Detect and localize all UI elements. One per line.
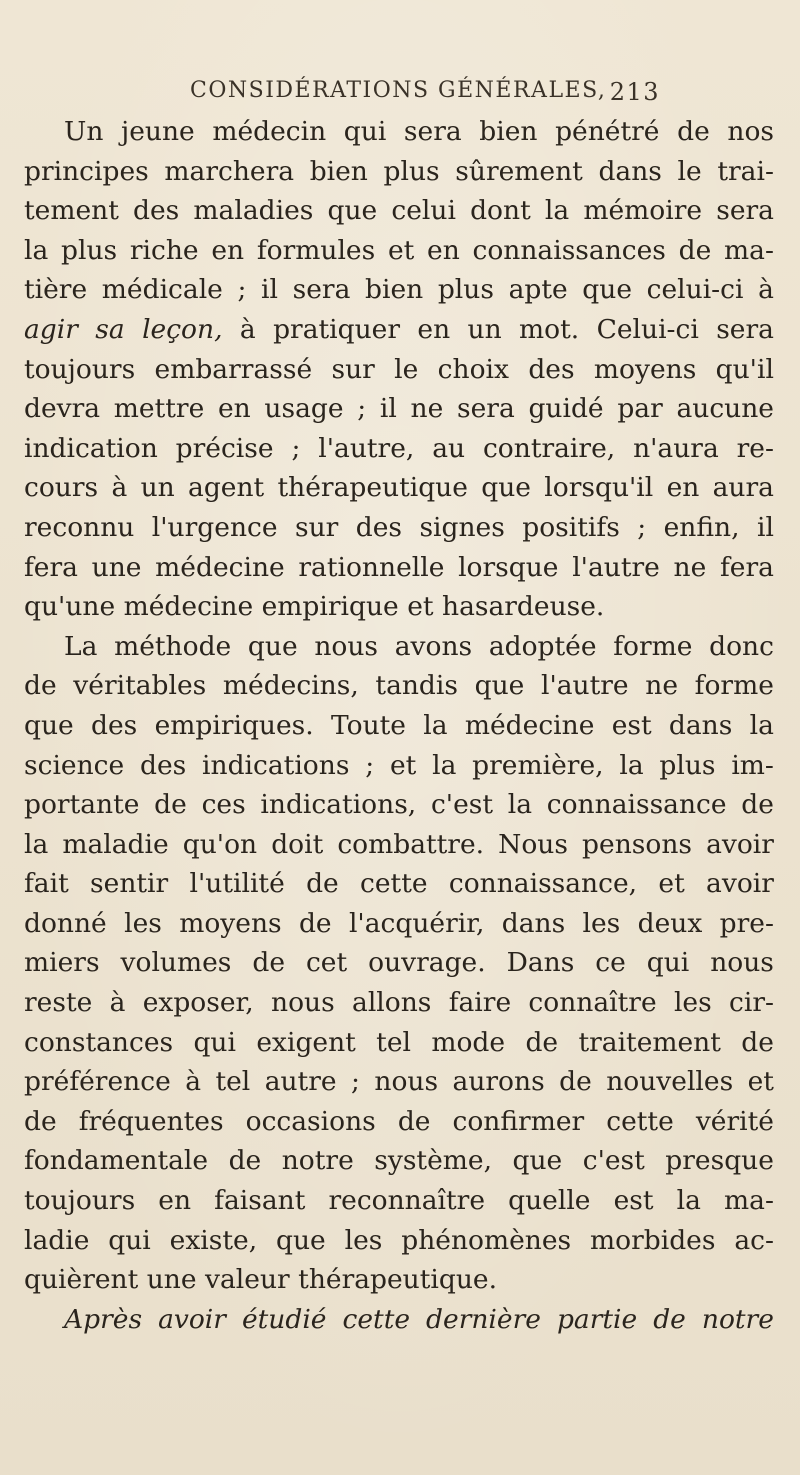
text-line bbox=[24, 785, 774, 825]
word: qui bbox=[646, 947, 690, 979]
word: forme bbox=[613, 630, 693, 662]
word: occasions bbox=[245, 1105, 376, 1137]
word: que bbox=[24, 709, 74, 741]
word: l'autre, bbox=[318, 432, 415, 464]
word: positifs bbox=[522, 511, 620, 543]
word: adoptée bbox=[488, 630, 597, 662]
word: marchera bbox=[164, 155, 295, 187]
word: sûrement bbox=[455, 155, 583, 187]
word: sera bbox=[716, 195, 774, 227]
word: de bbox=[741, 789, 774, 821]
text-line bbox=[24, 1141, 774, 1181]
word: reste bbox=[24, 987, 93, 1019]
word: valeur bbox=[205, 1264, 290, 1296]
word: c'est bbox=[582, 1145, 645, 1177]
word: médecine bbox=[123, 591, 254, 623]
word: de bbox=[741, 1026, 774, 1058]
word: tel bbox=[215, 1066, 251, 1098]
word: et bbox=[407, 591, 434, 623]
word: ; bbox=[291, 432, 301, 464]
text-line bbox=[24, 270, 774, 310]
word: c'est bbox=[430, 789, 494, 821]
text-line bbox=[24, 587, 774, 627]
word: mot. bbox=[519, 313, 580, 345]
word: à bbox=[185, 1066, 201, 1098]
word: im- bbox=[731, 749, 774, 781]
word: ma- bbox=[724, 1185, 774, 1217]
word: tière bbox=[24, 274, 88, 306]
word: riche bbox=[129, 234, 199, 266]
word: miers bbox=[24, 947, 100, 979]
text-line bbox=[24, 983, 774, 1023]
word: sera bbox=[716, 313, 774, 345]
word: l'urgence bbox=[151, 511, 278, 543]
word: préférence bbox=[24, 1066, 171, 1098]
word: ce bbox=[595, 947, 626, 979]
word: de bbox=[306, 868, 339, 900]
word: de bbox=[24, 670, 57, 702]
word: n'aura bbox=[633, 432, 719, 464]
word: et bbox=[389, 749, 417, 781]
word: que bbox=[582, 274, 633, 306]
word: lorsqu'il bbox=[544, 472, 654, 504]
word: confirmer bbox=[452, 1105, 585, 1137]
word: re- bbox=[736, 432, 774, 464]
word: ne bbox=[673, 551, 707, 583]
word: constances bbox=[24, 1026, 174, 1058]
word: les bbox=[124, 907, 162, 939]
word: pre- bbox=[719, 907, 774, 939]
word: exposer, bbox=[142, 987, 254, 1019]
word: connaître bbox=[528, 987, 657, 1019]
word: bien bbox=[365, 274, 424, 306]
word: ; bbox=[637, 511, 647, 543]
word: en bbox=[217, 393, 251, 425]
word: tandis bbox=[375, 670, 458, 702]
word: pratiquer bbox=[273, 313, 401, 345]
word: qu'il bbox=[715, 353, 774, 385]
word: en bbox=[158, 1185, 192, 1217]
word: deux bbox=[637, 907, 703, 939]
word: une bbox=[91, 551, 142, 583]
word: que bbox=[474, 670, 525, 702]
text-line bbox=[24, 429, 774, 469]
word: autre bbox=[264, 1066, 337, 1098]
word: mode bbox=[431, 1026, 506, 1058]
word: sa bbox=[95, 313, 125, 345]
word: moyens bbox=[593, 353, 697, 385]
word: système, bbox=[374, 1145, 493, 1177]
word: plus bbox=[437, 274, 494, 306]
word: ne bbox=[645, 670, 679, 702]
word: le bbox=[677, 155, 702, 187]
word: Toute bbox=[331, 709, 406, 741]
word: nous bbox=[271, 987, 335, 1019]
word: La bbox=[64, 630, 98, 662]
word: nouvelles bbox=[606, 1066, 734, 1098]
word: plus bbox=[61, 234, 118, 266]
word: science bbox=[24, 749, 125, 781]
word: de bbox=[525, 1026, 559, 1058]
word: allons bbox=[352, 987, 432, 1019]
word: cours bbox=[24, 472, 99, 504]
word: tel bbox=[376, 1026, 411, 1058]
word: sur bbox=[331, 353, 375, 385]
word: portante bbox=[24, 789, 140, 821]
word: plus bbox=[383, 155, 440, 187]
word: fondamentale bbox=[24, 1145, 209, 1177]
word: dans bbox=[668, 709, 733, 741]
word: les bbox=[582, 907, 621, 939]
word: cette bbox=[360, 868, 428, 900]
word: de bbox=[154, 789, 187, 821]
text-line bbox=[24, 112, 774, 152]
word: enfin, bbox=[663, 511, 740, 543]
word: Dans bbox=[506, 947, 575, 979]
word: celui-ci bbox=[646, 274, 744, 306]
word: il bbox=[261, 274, 278, 306]
word: ; bbox=[357, 393, 367, 425]
word: l'autre bbox=[540, 670, 629, 702]
word: cette bbox=[606, 1105, 674, 1137]
word: que bbox=[327, 195, 378, 227]
word: rationnelle bbox=[298, 551, 445, 583]
text-line bbox=[24, 350, 774, 390]
word: indication bbox=[24, 432, 158, 464]
word: ces bbox=[201, 789, 246, 821]
text-line bbox=[24, 706, 774, 746]
word: trai- bbox=[717, 155, 774, 187]
word: ; bbox=[351, 1066, 360, 1098]
word: maladie bbox=[62, 828, 169, 860]
word: dont bbox=[470, 195, 531, 227]
word: aura bbox=[712, 472, 774, 504]
word: plus bbox=[659, 749, 716, 781]
word: nous bbox=[374, 1066, 439, 1098]
word: les bbox=[673, 987, 712, 1019]
word: à bbox=[758, 274, 774, 306]
word: en bbox=[211, 234, 245, 266]
word: des bbox=[91, 709, 138, 741]
word: des bbox=[140, 749, 187, 781]
word: des bbox=[355, 511, 402, 543]
word: la bbox=[676, 1185, 701, 1217]
text-line bbox=[24, 1260, 774, 1300]
word: que bbox=[247, 630, 298, 662]
word: notre bbox=[701, 1303, 774, 1335]
word: Nous bbox=[498, 828, 568, 860]
word: toujours bbox=[24, 1185, 136, 1217]
word: à bbox=[109, 987, 126, 1019]
word: au bbox=[432, 432, 466, 464]
word: nos bbox=[727, 116, 774, 147]
word: reconnu bbox=[24, 511, 135, 543]
word: sera bbox=[292, 274, 351, 306]
word: lorsque bbox=[458, 551, 559, 583]
word: quièrent bbox=[24, 1264, 139, 1296]
word: de bbox=[559, 1066, 592, 1098]
word: thérapeutique. bbox=[298, 1264, 498, 1296]
word: en bbox=[417, 313, 451, 345]
word: dernière bbox=[426, 1303, 541, 1335]
word: morbides bbox=[590, 1224, 716, 1256]
word: phénomènes bbox=[401, 1224, 572, 1256]
word: l'autre bbox=[572, 551, 660, 583]
word: devra bbox=[24, 393, 101, 425]
word: avons bbox=[394, 630, 473, 662]
word: qui bbox=[108, 1224, 151, 1256]
word: cet bbox=[305, 947, 348, 979]
word: que bbox=[481, 472, 531, 504]
running-title: CONSIDÉRATIONS GÉNÉRALES, bbox=[190, 78, 607, 103]
text-line bbox=[24, 943, 774, 983]
word: que bbox=[512, 1145, 563, 1177]
word: de bbox=[228, 1145, 262, 1177]
word: mettre bbox=[113, 393, 205, 425]
word: la bbox=[507, 789, 533, 821]
word: thérapeutique bbox=[277, 472, 468, 504]
body-text bbox=[24, 112, 774, 1339]
word: la bbox=[544, 195, 570, 227]
word: qui bbox=[343, 116, 387, 147]
word: de bbox=[298, 907, 332, 939]
text-line bbox=[24, 1062, 774, 1102]
word: première, bbox=[472, 749, 604, 781]
word: forme bbox=[694, 670, 774, 702]
word: de bbox=[653, 1303, 686, 1335]
word: choix bbox=[437, 353, 509, 385]
word: par bbox=[617, 393, 663, 425]
text-line bbox=[24, 864, 774, 904]
text-line bbox=[24, 666, 774, 706]
word: nous bbox=[314, 630, 379, 662]
word: celui bbox=[391, 195, 456, 227]
word: l'utilité bbox=[189, 868, 285, 900]
text-line bbox=[24, 152, 774, 192]
text-line bbox=[24, 746, 774, 786]
word: apte bbox=[508, 274, 568, 306]
word: pénétré bbox=[555, 116, 660, 147]
word: fréquentes bbox=[78, 1105, 224, 1137]
word: et bbox=[387, 234, 415, 266]
word: traitement bbox=[578, 1026, 721, 1058]
word: ac- bbox=[734, 1224, 774, 1256]
word: leçon, bbox=[142, 313, 223, 345]
word: et bbox=[658, 868, 685, 900]
word: la bbox=[24, 234, 49, 266]
text-line bbox=[24, 1221, 774, 1261]
word: est bbox=[613, 1185, 654, 1217]
word: fait bbox=[24, 868, 69, 900]
word: est bbox=[611, 709, 652, 741]
word: des bbox=[528, 353, 575, 385]
word: aucune bbox=[676, 393, 774, 425]
text-line bbox=[24, 548, 774, 588]
word: formules bbox=[256, 234, 376, 266]
word: mémoire bbox=[583, 195, 703, 227]
word: ladie bbox=[24, 1224, 90, 1256]
word: médecins, bbox=[222, 670, 359, 702]
word: la bbox=[24, 828, 49, 860]
word: de bbox=[24, 1105, 57, 1137]
text-line bbox=[24, 508, 774, 548]
word: principes bbox=[24, 155, 149, 187]
word: quelle bbox=[508, 1185, 591, 1217]
word: sur bbox=[294, 511, 339, 543]
word: Un bbox=[64, 116, 104, 147]
word: à bbox=[111, 472, 128, 504]
word: et bbox=[747, 1066, 774, 1098]
text-line bbox=[24, 1102, 774, 1142]
word: cette bbox=[342, 1303, 411, 1335]
word: en bbox=[666, 472, 700, 504]
word: moyens bbox=[179, 907, 282, 939]
word: de bbox=[677, 116, 710, 147]
word: cir- bbox=[729, 987, 774, 1019]
word: médecin bbox=[212, 116, 327, 147]
word: volumes bbox=[120, 947, 232, 979]
word: aurons bbox=[452, 1066, 545, 1098]
word: ; bbox=[237, 274, 247, 306]
text-line bbox=[24, 1300, 774, 1340]
word: notre bbox=[281, 1145, 354, 1177]
word: le bbox=[394, 353, 419, 385]
word: précise bbox=[175, 432, 274, 464]
word: de bbox=[252, 947, 286, 979]
word: ; bbox=[365, 749, 375, 781]
text-line bbox=[24, 1181, 774, 1221]
word: jeune bbox=[121, 116, 195, 147]
word: la bbox=[423, 709, 448, 741]
text-line bbox=[24, 627, 774, 667]
word: connaissances bbox=[472, 234, 666, 266]
word: sera bbox=[457, 393, 515, 425]
word: qu'on bbox=[182, 828, 258, 860]
word: qu'une bbox=[24, 591, 116, 623]
word: de bbox=[397, 1105, 431, 1137]
page-number: 213 bbox=[609, 78, 660, 106]
word: guidé bbox=[528, 393, 604, 425]
word: existe, bbox=[169, 1224, 258, 1256]
word: empiriques. bbox=[154, 709, 314, 741]
word: toujours bbox=[24, 353, 136, 385]
text-line bbox=[24, 1023, 774, 1063]
word: avoir bbox=[706, 868, 774, 900]
word: ouvrage. bbox=[368, 947, 486, 979]
word: agent bbox=[188, 472, 265, 504]
word: pensons bbox=[582, 828, 692, 860]
word: Après bbox=[64, 1303, 143, 1335]
word: agir bbox=[24, 313, 78, 345]
word: dans bbox=[501, 907, 566, 939]
word: nous bbox=[710, 947, 774, 979]
text-line bbox=[24, 468, 774, 508]
word: partie bbox=[556, 1303, 638, 1335]
word: avoir bbox=[158, 1303, 226, 1335]
word: à bbox=[239, 313, 256, 345]
word: médicale bbox=[101, 274, 223, 306]
word: reconnaître bbox=[328, 1185, 486, 1217]
word: connaissance bbox=[546, 789, 727, 821]
text-line bbox=[24, 389, 774, 429]
word: exigent bbox=[256, 1026, 356, 1058]
word: la bbox=[619, 749, 644, 781]
word: une bbox=[146, 1264, 197, 1296]
word: signes bbox=[419, 511, 505, 543]
text-line bbox=[24, 825, 774, 865]
word: que bbox=[276, 1224, 326, 1256]
word: ne bbox=[410, 393, 444, 425]
text-line bbox=[24, 310, 774, 350]
word: les bbox=[344, 1224, 383, 1256]
word: embarrassé bbox=[154, 353, 313, 385]
word: combattre. bbox=[337, 828, 485, 860]
word: faire bbox=[448, 987, 512, 1019]
word: avoir bbox=[706, 828, 774, 860]
word: maladies bbox=[193, 195, 314, 227]
word: un bbox=[140, 472, 175, 504]
word: donné bbox=[24, 907, 107, 939]
word: indications, bbox=[260, 789, 417, 821]
word: contraire, bbox=[482, 432, 616, 464]
word: ma- bbox=[724, 234, 774, 266]
word: sentir bbox=[90, 868, 169, 900]
word: faisant bbox=[214, 1185, 306, 1217]
word: connaissance, bbox=[448, 868, 638, 900]
word: qui bbox=[193, 1026, 236, 1058]
word: la bbox=[749, 709, 774, 741]
word: fera bbox=[24, 551, 78, 583]
word: la bbox=[432, 749, 457, 781]
word: il bbox=[756, 511, 774, 543]
word: étudié bbox=[241, 1303, 327, 1335]
word: médecine bbox=[464, 709, 595, 741]
word: fera bbox=[719, 551, 774, 583]
word: doit bbox=[271, 828, 324, 860]
word: bien bbox=[309, 155, 368, 187]
word: usage bbox=[264, 393, 344, 425]
text-line bbox=[24, 904, 774, 944]
word: donc bbox=[709, 630, 774, 662]
word: dans bbox=[598, 155, 662, 187]
word: vérité bbox=[695, 1105, 774, 1137]
word: un bbox=[467, 313, 502, 345]
word: indications bbox=[202, 749, 350, 781]
text-line bbox=[24, 191, 774, 231]
word: tement bbox=[24, 195, 119, 227]
word: l'acquérir, bbox=[348, 907, 485, 939]
word: en bbox=[427, 234, 460, 266]
word: hasardeuse. bbox=[442, 591, 605, 623]
text-line bbox=[24, 231, 774, 271]
word: de bbox=[678, 234, 712, 266]
word: bien bbox=[479, 116, 538, 147]
word: Celui-ci bbox=[596, 313, 699, 345]
word: médecine bbox=[155, 551, 285, 583]
word: il bbox=[379, 393, 397, 425]
word: empirique bbox=[261, 591, 399, 623]
word: sera bbox=[403, 116, 462, 147]
word: véritables bbox=[73, 670, 207, 702]
word: des bbox=[133, 195, 180, 227]
word: presque bbox=[665, 1145, 774, 1177]
word: méthode bbox=[114, 630, 232, 662]
